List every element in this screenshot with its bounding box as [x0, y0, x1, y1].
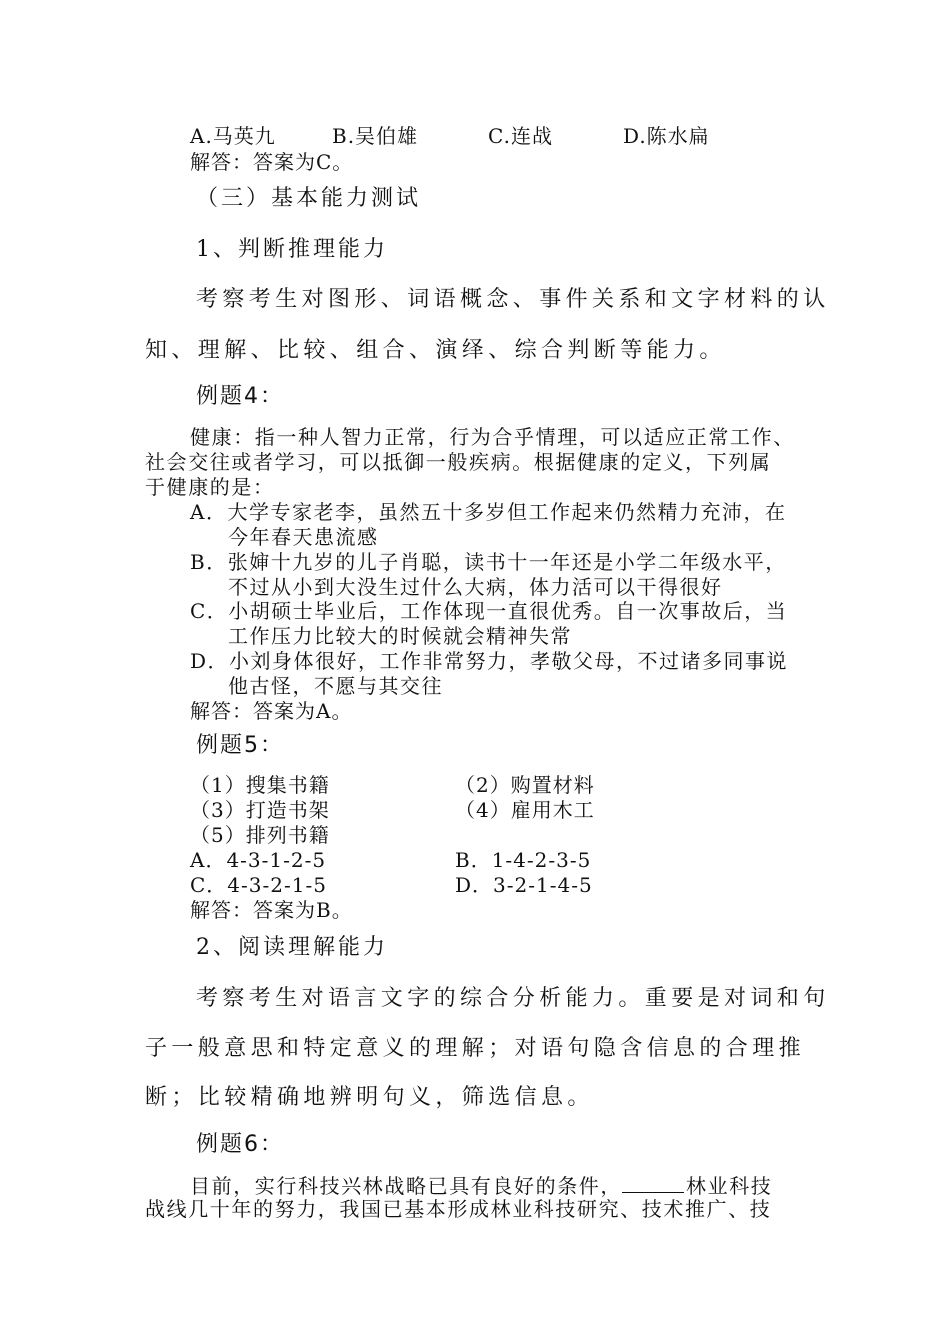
- part2-desc-line3: 断；比较精确地辨明句义，筛选信息。: [145, 1085, 594, 1110]
- example4-answer: 解答：答案为A。: [190, 699, 353, 723]
- example4-option-b-line2: 不过从小到大没生过什么大病，体力活可以干得很好: [228, 575, 723, 599]
- example5-step-3: （3）打造书架: [190, 798, 330, 822]
- example5-label: 例题5：: [196, 733, 284, 758]
- example4-label: 例题4：: [196, 384, 284, 409]
- example5-step-4: （4）雇用木工: [455, 798, 595, 822]
- example5-step-1: （1）搜集书籍: [190, 773, 330, 797]
- example6-line1: [190, 1174, 772, 1196]
- option-d: D.陈水扁: [623, 124, 710, 148]
- option-a: A.马英九: [190, 124, 276, 148]
- example5-option-a: A．4-3-1-2-5: [190, 848, 327, 872]
- example4-option-b-line1: B．张婶十九岁的儿子肖聪，读书十一年还是小学二年级水平，: [190, 550, 787, 574]
- part2-desc-line1: 考察考生对语言文字的综合分析能力。重要是对词和句: [196, 986, 830, 1011]
- example4-option-d-line1: D．小刘身体很好，工作非常努力，孝敬父母，不过诸多同事说: [190, 649, 789, 673]
- example4-stem-line1: 健康：指一种人智力正常，行为合乎情理，可以适应正常工作、: [190, 425, 795, 449]
- example6-line2: 战线几十年的努力，我国已基本形成林业科技研究、技术推广、技: [145, 1197, 772, 1221]
- example4-option-c-line2: 工作压力比较大的时候就会精神失常: [228, 624, 572, 648]
- example5-step-5: （5）排列书籍: [190, 823, 330, 847]
- example5-option-d: D．3-2-1-4-5: [455, 873, 593, 897]
- example4-option-d-line2: 他古怪，不愿与其交往: [228, 674, 443, 698]
- example5-option-c: C．4-3-2-1-5: [190, 873, 327, 897]
- example5-step-2: （2）购置材料: [455, 773, 595, 797]
- example4-option-a-line2: 今年春天患流感: [228, 525, 379, 549]
- example4-stem-line2: 社会交往或者学习，可以抵御一般疾病。根据健康的定义，下列属: [145, 450, 772, 474]
- part1-heading: 1、判断推理能力: [196, 237, 388, 262]
- section-title: （三）基本能力测试: [196, 186, 422, 211]
- option-b: B.吴伯雄: [332, 124, 419, 148]
- part2-desc-line2: 子一般意思和特定意义的理解；对语句隐含信息的合理推: [145, 1036, 806, 1061]
- example6-line1-after: 林业科技: [686, 1174, 773, 1198]
- part2-heading: 2、阅读理解能力: [196, 935, 388, 960]
- example5-option-b: B．1-4-2-3-5: [455, 848, 592, 872]
- q3-answer: 解答：答案为C。: [190, 150, 354, 174]
- example4-option-a-line1: A．大学专家老李，虽然五十多岁但工作起来仍然精力充沛，在: [190, 500, 787, 524]
- part1-desc-line1: 考察考生对图形、词语概念、事件关系和文字材料的认: [196, 287, 830, 312]
- example6-label: 例题6：: [196, 1132, 284, 1157]
- fill-in-blank: [622, 1174, 684, 1193]
- part1-desc-line2: 知、理解、比较、组合、演绎、综合判断等能力。: [145, 338, 726, 363]
- example4-option-c-line1: C．小胡硕士毕业后，工作体现一直很优秀。自一次事故后，当: [190, 599, 788, 623]
- example5-answer: 解答：答案为B。: [190, 898, 353, 922]
- example4-stem-line3: 于健康的是：: [145, 475, 275, 499]
- option-c: C.连战: [488, 124, 553, 148]
- example6-line1-before: 目前，实行科技兴林战略已具有良好的条件，: [190, 1174, 622, 1198]
